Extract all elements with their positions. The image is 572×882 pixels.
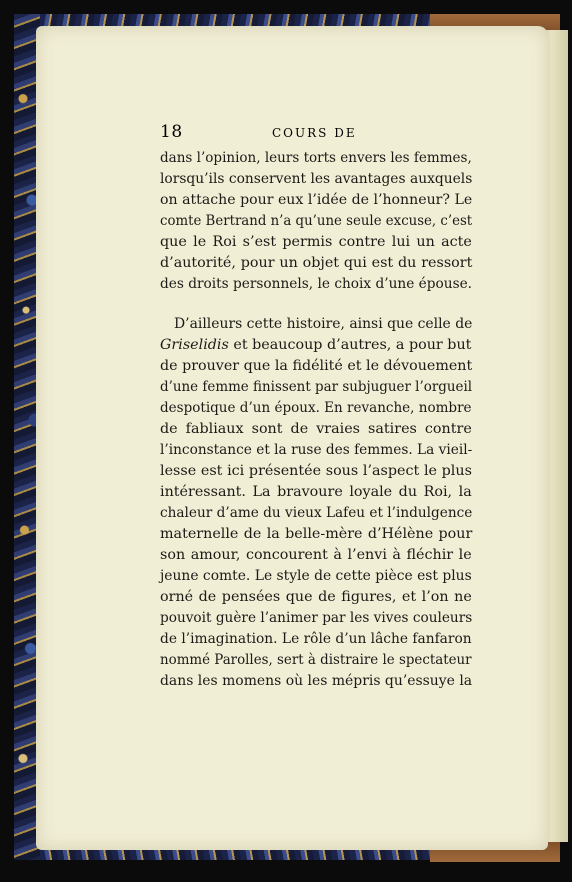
text-line: on attache pour eux l’idée de l’honneur? Le <box>160 192 473 208</box>
text-line: de l’imagination. Le rôle d’un lâche fanfaron <box>160 631 472 647</box>
text-line: dans l’opinion, leurs torts envers les femmes, <box>160 150 472 166</box>
text-line: des droits personnels, le choix d’une épouse. <box>160 276 473 292</box>
text-line: l’inconstance et la ruse des femmes. La vieil- <box>160 442 473 458</box>
text-line <box>160 337 471 353</box>
text-line: nommé Parolles, sert à distraire le spectateur <box>160 652 472 668</box>
text-line: de prouver que la fidélité et le dévouement <box>160 358 473 374</box>
text-line: lesse est ici présentée sous l’aspect le plus <box>160 463 472 479</box>
text-line: que le Roi s’est permis contre lui un acte <box>160 234 472 250</box>
text-line: D’ailleurs cette histoire, ainsi que celle de <box>174 316 473 332</box>
text-line: despotique d’un époux. En revanche, nombre <box>160 400 472 416</box>
text-line: d’autorité, pour un objet qui est du ressort <box>160 255 473 271</box>
text-line: chaleur d’ame du vieux Lafeu et l’indulgence <box>160 505 473 521</box>
text-line: comte Bertrand n’a qu’une seule excuse, c’est <box>160 213 473 229</box>
text-line: jeune comte. Le style de cette pièce est plus <box>160 568 472 584</box>
page-header <box>160 122 474 144</box>
text-line: pouvoit guère l’animer par les vives couleurs <box>160 610 473 626</box>
italic-title: Griselidis <box>160 337 229 353</box>
text-line: orné de pensées que de figures, et l’on ne <box>160 589 472 605</box>
text-line: maternelle de la belle-mère d’Hélène pour <box>160 526 473 542</box>
running-head: COURS DE <box>272 126 357 140</box>
text-line: de fabliaux sont de vraies satires contre <box>160 421 472 437</box>
text-span: et beaucoup d’autres, a pour but <box>228 337 472 353</box>
text-line: lorsqu’ils conservent les avantages auxquels <box>160 171 473 187</box>
text-line: dans les momens où les mépris qu’essuye la <box>160 673 473 689</box>
text-line: d’une femme finissent par subjuguer l’orgueil <box>160 379 473 395</box>
text-line: son amour, concourent à l’envi à fléchir le <box>160 547 472 563</box>
text-line: intéressant. La bravoure loyale du Roi, la <box>160 484 472 500</box>
page-number: 18 <box>160 122 183 142</box>
